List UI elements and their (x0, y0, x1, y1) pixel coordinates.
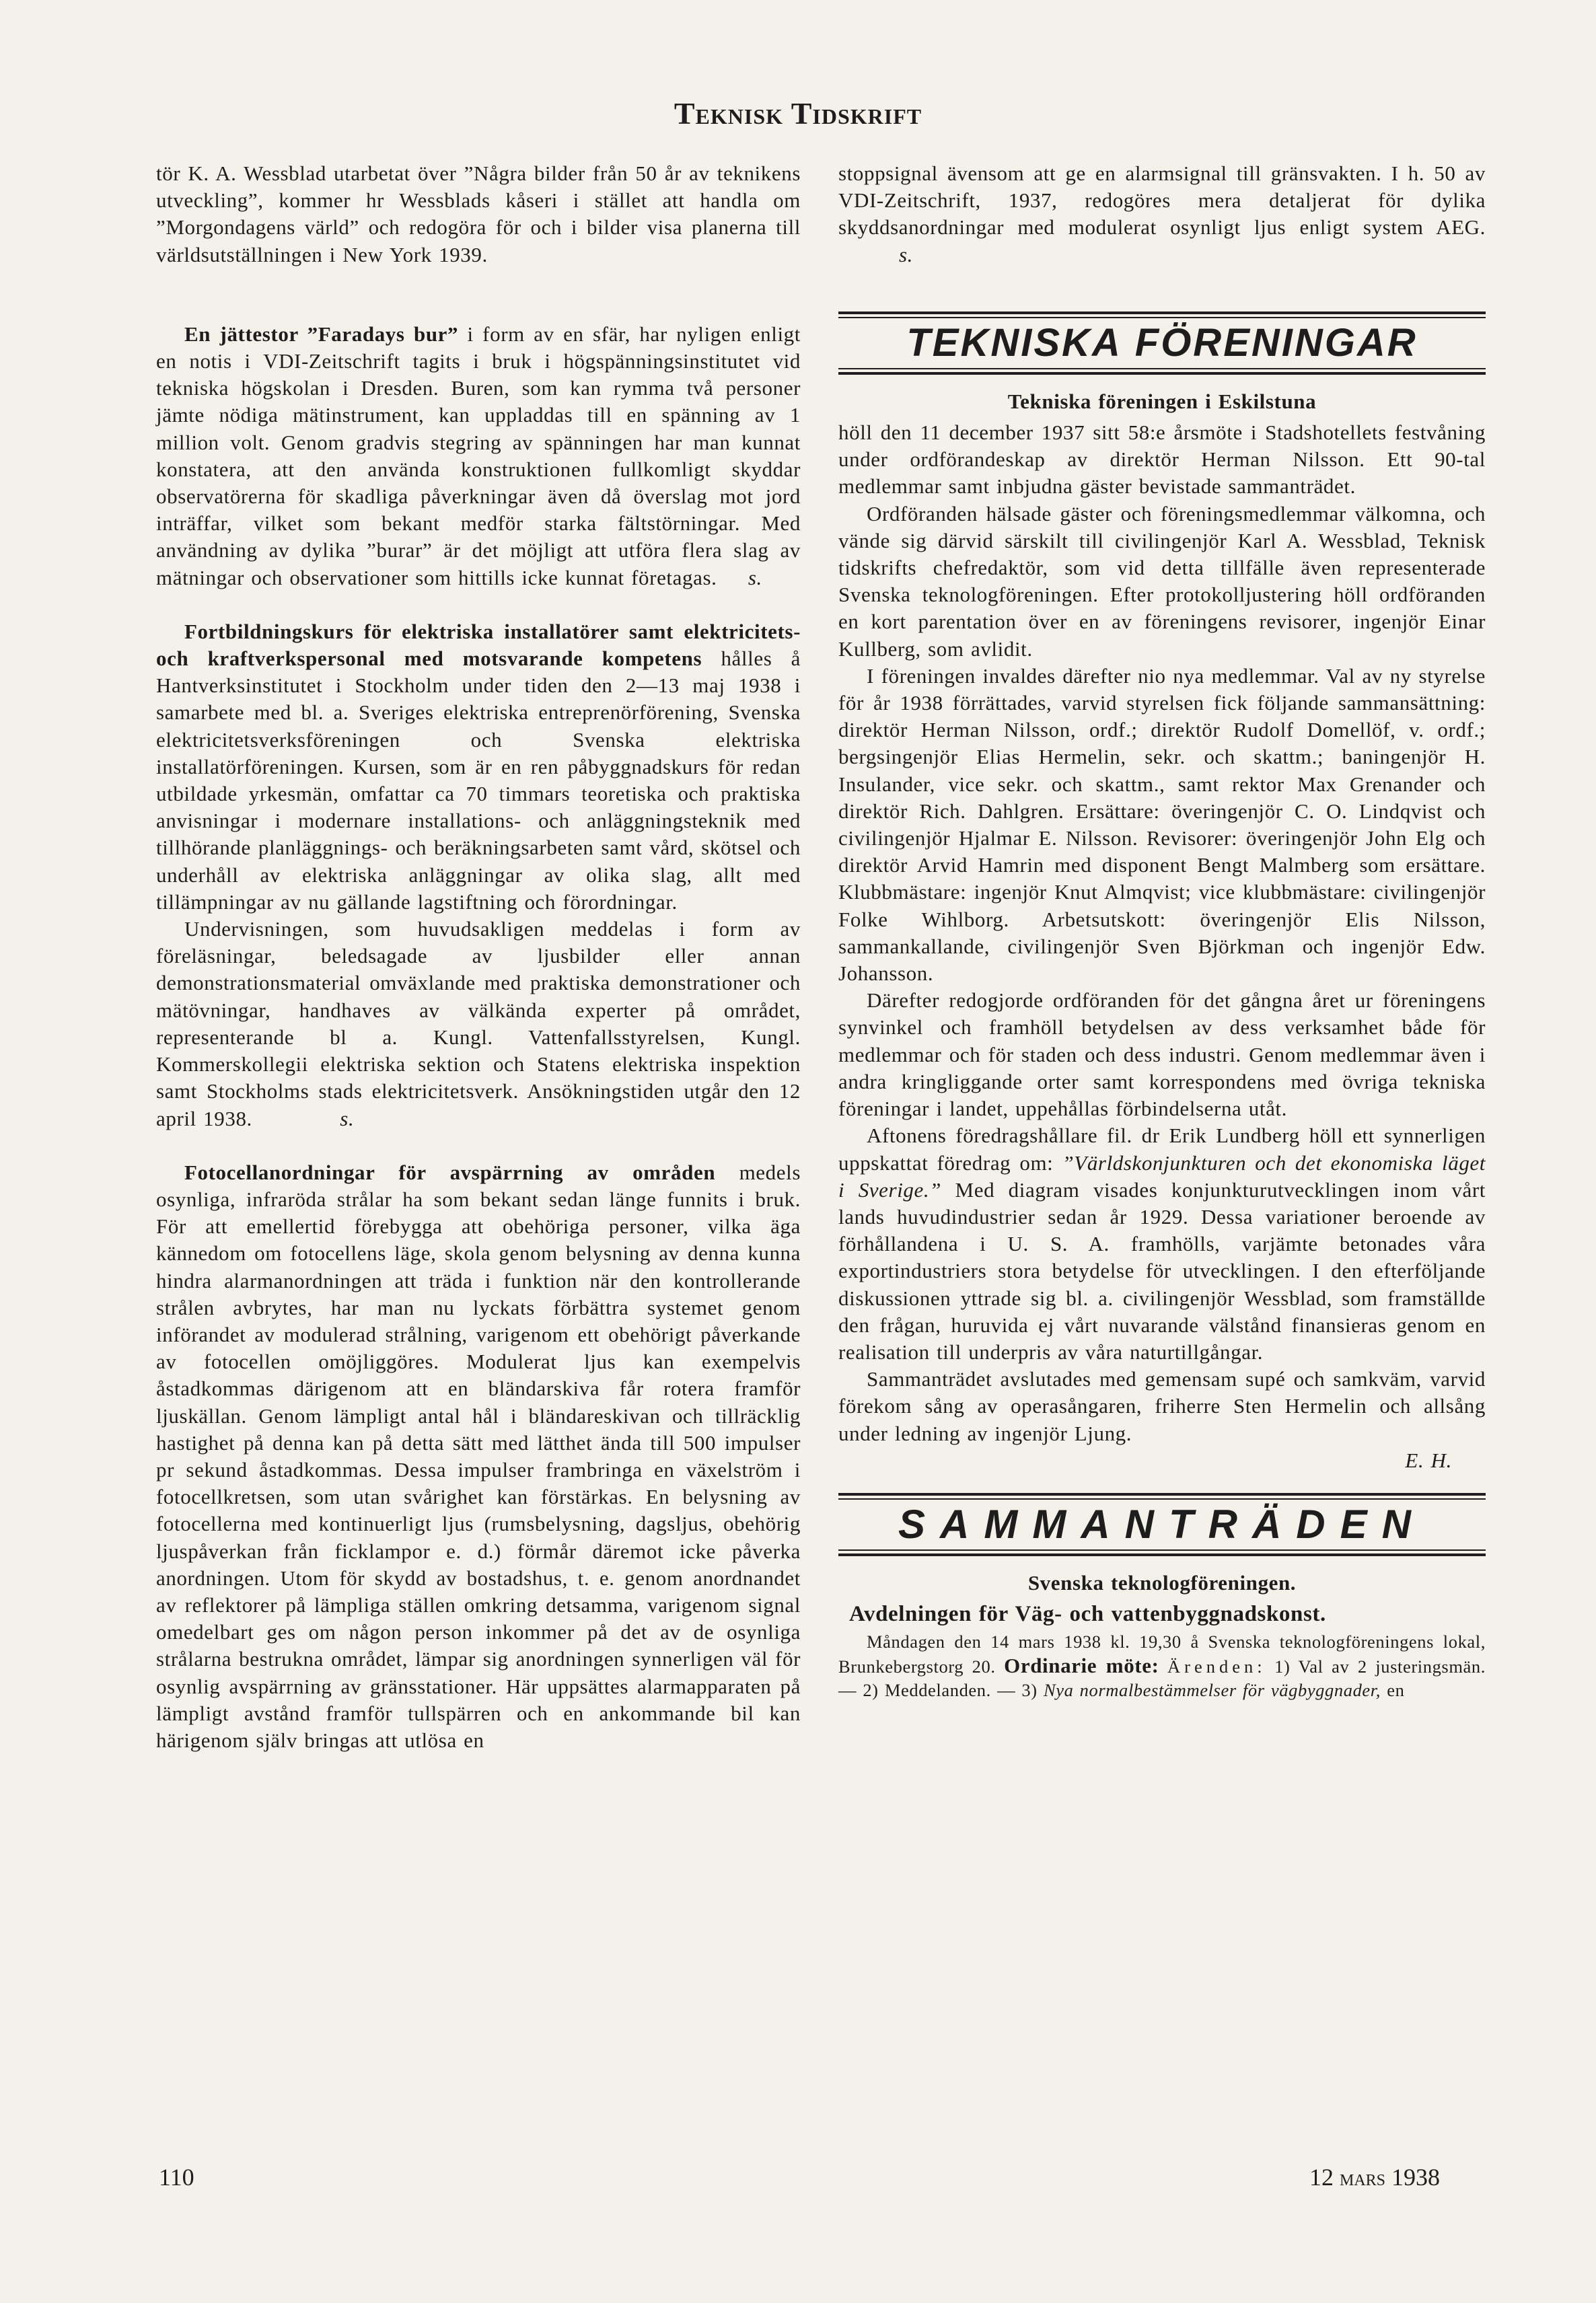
faraday-heading: En jättestor ”Faradays bur” (184, 322, 459, 346)
spacer (156, 268, 801, 321)
section-subheading: Tekniska föreningen i Eskilstuna (1007, 389, 1317, 413)
issue-date (1309, 2163, 1440, 2191)
foto-heading: Fotocellanordningar för avspärrning av områden (184, 1160, 716, 1184)
kurs-article-p2 (156, 916, 801, 1132)
text: Aftonens föredragshållare fil. dr Erik Lundberg höll ett synnerligen uppskattat föredrag om: (838, 1124, 1486, 1175)
paragraph: Därefter redogjorde ordföranden för det gångna året ur föreningens synvinkel och framhöll betydelsen av dess verksamhet både för medlemmar och för staden och dess industri. Genom medlemmar även i andra kringliggande orter samt korrespondens med övriga tekniska föreningar i landet, uppehållas förbindelserna utåt. (838, 988, 1486, 1121)
agenda-label: Ärenden: (1167, 1656, 1266, 1677)
foto-body: medels osynliga, infraröda strålar ha som bekant sedan länge funnits i bruk. För att emellertid förebygga att obehöriga personer, vilka äga kännedom om fotocellens läge, skola genom belysning av denna kunna hindra alarmanordningen att träda i funktion när den kontrollerande strålen avbrytes, har man nu lyckats förbättra systemet genom införandet av modulerad strålning, varigenom ett obehörigt påverkande av fotocellen omöjliggöres. Modulerat ljus kan exempelvis åstadkommas därigenom att en bländarskiva får rotera framför ljuskällan. Genom lämpligt antal hål i bländareskivan och tillräcklig hastighet på denna kan på detta sätt med lätthet ända till 500 impulser pr sekund åstadkommas. Dessa impulser frambringa en växelström i fotocellkretsen, som utan svårighet kan förstärkas. En belysning av fotocellerna med kontinuerligt ljus (rumsbelysning, dagsljus, obehörig ljuspåverkan från ficklampor e. d.) förmår däremot icke påverka anordningen. Utom för skydd av bostadshus, t. e. genom anordnandet av reflektorer på lämpliga ställen omkring detsamma, varigenom signal omedelbart ges om någon person inkommer på det av de osynliga strålarna bestrukna området, lämpar sig anordningen synnerligen väl för osynlig avspärrning av gränsstationer. Här uppsättes alarmapparaten på lämpligt avstånd framför tullspärren och en ankommande bil kan härigenom själv bringas att utlösa en (156, 1160, 801, 1752)
section-subheading: Avdelningen för Väg- och vattenbyggnadskonst. (849, 1602, 1326, 1627)
text: en (1381, 1680, 1405, 1701)
spacer (156, 591, 801, 618)
meeting-notice (838, 1630, 1486, 1702)
masthead-title: Teknisk Tidskrift (674, 96, 922, 131)
paragraph: höll den 11 december 1937 sitt 58:e årsmöte i Stadshotellets festvåning under ordförandeskap av direktör Herman Nilsson. Ett 90-tal medlemmar samt inbjudna gäster bevistade sammanträdet. (838, 421, 1486, 499)
faraday-signature: s. (748, 565, 762, 589)
kurs-heading: Fortbildningskurs för elektriska installatörer samt elektricitets- och kraftverkspersonal med motsvarande kompetens (156, 619, 801, 671)
article-continuation-right (838, 160, 1486, 268)
article-continuation: tör K. A. Wessblad utarbetat över ”Några bilder från 50 år av teknikens utveckling”, kommer hr Wessblads kåseri i stället att handla om ”Morgondagens värld” och redogöra för och i bilder visa planerna till världsutställningen i New York 1939. (156, 161, 801, 266)
kurs-signature: s. (340, 1106, 355, 1130)
banner-rule (838, 372, 1486, 375)
kurs-body: hålles å Hantverksinstitutet i Stockholm under tiden den 2—13 maj 1938 i samarbete med bl. a. Sveriges elektriska entreprenörförening, Svenska elektricitetsverksföreningen och Svenska elektriska installatörföreningen. Kursen, som är en ren påbyggnadskurs för redan utbildade yrkesmän, omfattar ca 70 timmars teoretiska och praktiska anvisningar i modernare installations- och anläggningsteknik med tillhörande planläggnings- och beräkningsarbeten samt vård, skötsel och underhåll av elektriska anläggningar av olika slag, allt med tillämpningar av nu gällande lagstiftning och förordningar. (156, 647, 801, 914)
text: Måndagen den 14 mars 1938 kl. 19,30 å Svenska teknologföreningens lokal, Brunkebergstorg 20. (838, 1632, 1486, 1677)
faraday-article (156, 321, 801, 591)
banner-title: SAMMANTRÄDEN (898, 1501, 1426, 1547)
date-year: 1938 (1391, 2164, 1441, 2191)
paragraph: Ordföranden hälsade gäster och föreningsmedlemmar välkomna, och vände sig därvid särskilt till civilingenjör Karl A. Wessblad, Teknisk tidskrifts chefredaktör, som vid detta tillfälle även representerade Svenska teknologföreningen. Efter protokolljustering höll ordföranden en kort parentation över en av föreningens revisorer, ingenjör Einar Kullberg, som avlidit. (838, 501, 1486, 661)
right-column (838, 160, 1486, 1702)
continuation-signature: s. (899, 242, 914, 266)
left-column (156, 160, 801, 1754)
banner-title: TEKNISKA FÖRENINGAR (906, 320, 1418, 365)
text: 1) Val av 2 justeringsmän. — 2) Meddelanden. — 3) (838, 1656, 1486, 1701)
kurs-body-2: Undervisningen, som huvudsakligen meddelas i form av föreläsningar, beledsagade av ljusbilder eller annan demonstrationsmaterial omväxlande med praktiska demonstrationer och mätövningar, handhaves av välkända experter på området, representerande bl a. Kungl. Vattenfallsstyrelsen, Kungl. Kommerskollegii elektriska sektion och Statens elektriska inspektion samt Stockholms stads elektricitetsverk. Ansökningstiden utgår den 12 april 1938. (156, 917, 801, 1130)
section-banner-foreningar (838, 312, 1486, 375)
meeting-type: Ordinarie möte: (1004, 1654, 1159, 1678)
paragraph: I föreningen invaldes därefter nio nya medlemmar. Val av ny styrelse för år 1938 förrättades, varvid styrelsen fick följande sammansättning: direktör Herman Nilsson, ordf.; direktör Rudolf Domellöf, v. ordf.; bergsingenjör Elias Hermelin, sekr. och skattm.; baningenjör H. Insulander, vice sekr. och skattm., samt rektor Max Grenander och direktör Rich. Dahlgren. Ersättare: överingenjör C. O. Lindqvist och civilingenjör Hjalmar E. Nilsson. Revisorer: överingenjör John Elg och direktör Arvid Hamrin med disponent Bengt Malmberg som ersättare. Klubbmästare: ingenjör Knut Almqvist; vice klubbmästare: civilingenjör Folke Wihlborg. Arbetsutskott: överingenjör Elis Nilsson, sammankallande, civilingenjör Sven Björkman och ingenjör Edw. Johansson. (838, 663, 1486, 986)
lecture-title: ”Världskonjunkturen och det ekonomiska läget i Sverige.” (838, 1150, 1486, 1202)
spacer (156, 1132, 801, 1159)
faraday-body: i form av en sfär, har nyligen enligt en notis i VDI-Zeitschrift tagits i bruk i högspänningsinstitutet vid tekniska högskolan i Dresden. Buren, som kan rymma två personer jämte nödiga mätinstrument, kan uppladdas till en spänning av 1 million volt. Genom gradvis stegring av spänningen har man kunnat konstatera, att den använda konstruktionen fullkomligt skyddar observatörerna för skadliga påverkningar även då överslag mot jord inträffar, vilket som bekant medför starka fältstörningar. Med användning av dylika ”burar” är det möjligt att utföra flera slag av mätningar och observationer som hittills icke kunnat företagas. (156, 322, 801, 589)
foto-article (156, 1159, 801, 1754)
agenda-item: Nya normalbestämmelser för vägbyggnader, (1043, 1680, 1381, 1701)
spacer (838, 268, 1486, 312)
date-day: 12 (1309, 2164, 1334, 2191)
continuation-text: stoppsignal ävensom att ge en alarmsignal till gränsvakten. I h. 50 av VDI-Zeitschrift, 1937, redogöres mera detaljerat för dylika skyddsanordningar med modulerat osynligt ljus enligt system AEG. (838, 161, 1486, 240)
banner-rule (838, 1553, 1486, 1556)
signature: E. H. (1405, 1448, 1452, 1472)
paragraph (838, 1122, 1486, 1366)
section-banner-sammantraden (838, 1493, 1486, 1556)
text: Med diagram visades konjunkturutvecklingen inom vårt lands huvudindustrier sedan år 1929. Dessa variationer beroende av förhållandena i U. S. A. framhölls, varjämte betonades våra exportindustriers stora betydelse för utvecklingen. I den efterföljande diskussionen yttrade sig bl. a. civilingenjör Wessblad, som framställde den frågan, huruvida ej vårt nuvarande välstånd finansieras genom en realisation till underpris av våra naturtillgångar. (838, 1177, 1486, 1364)
page-number: 110 (159, 2164, 194, 2191)
paragraph: Sammanträdet avslutades med gemensam supé och samkväm, varvid förekom sång av operasångaren, friherre Sten Hermelin och allsång under ledning av ingenjör Ljung. (838, 1367, 1486, 1445)
kurs-article (156, 618, 801, 916)
date-month: mars (1340, 2166, 1386, 2191)
section-subheading: Svenska teknologföreningen. (1027, 1570, 1297, 1595)
spacer (838, 1474, 1486, 1493)
